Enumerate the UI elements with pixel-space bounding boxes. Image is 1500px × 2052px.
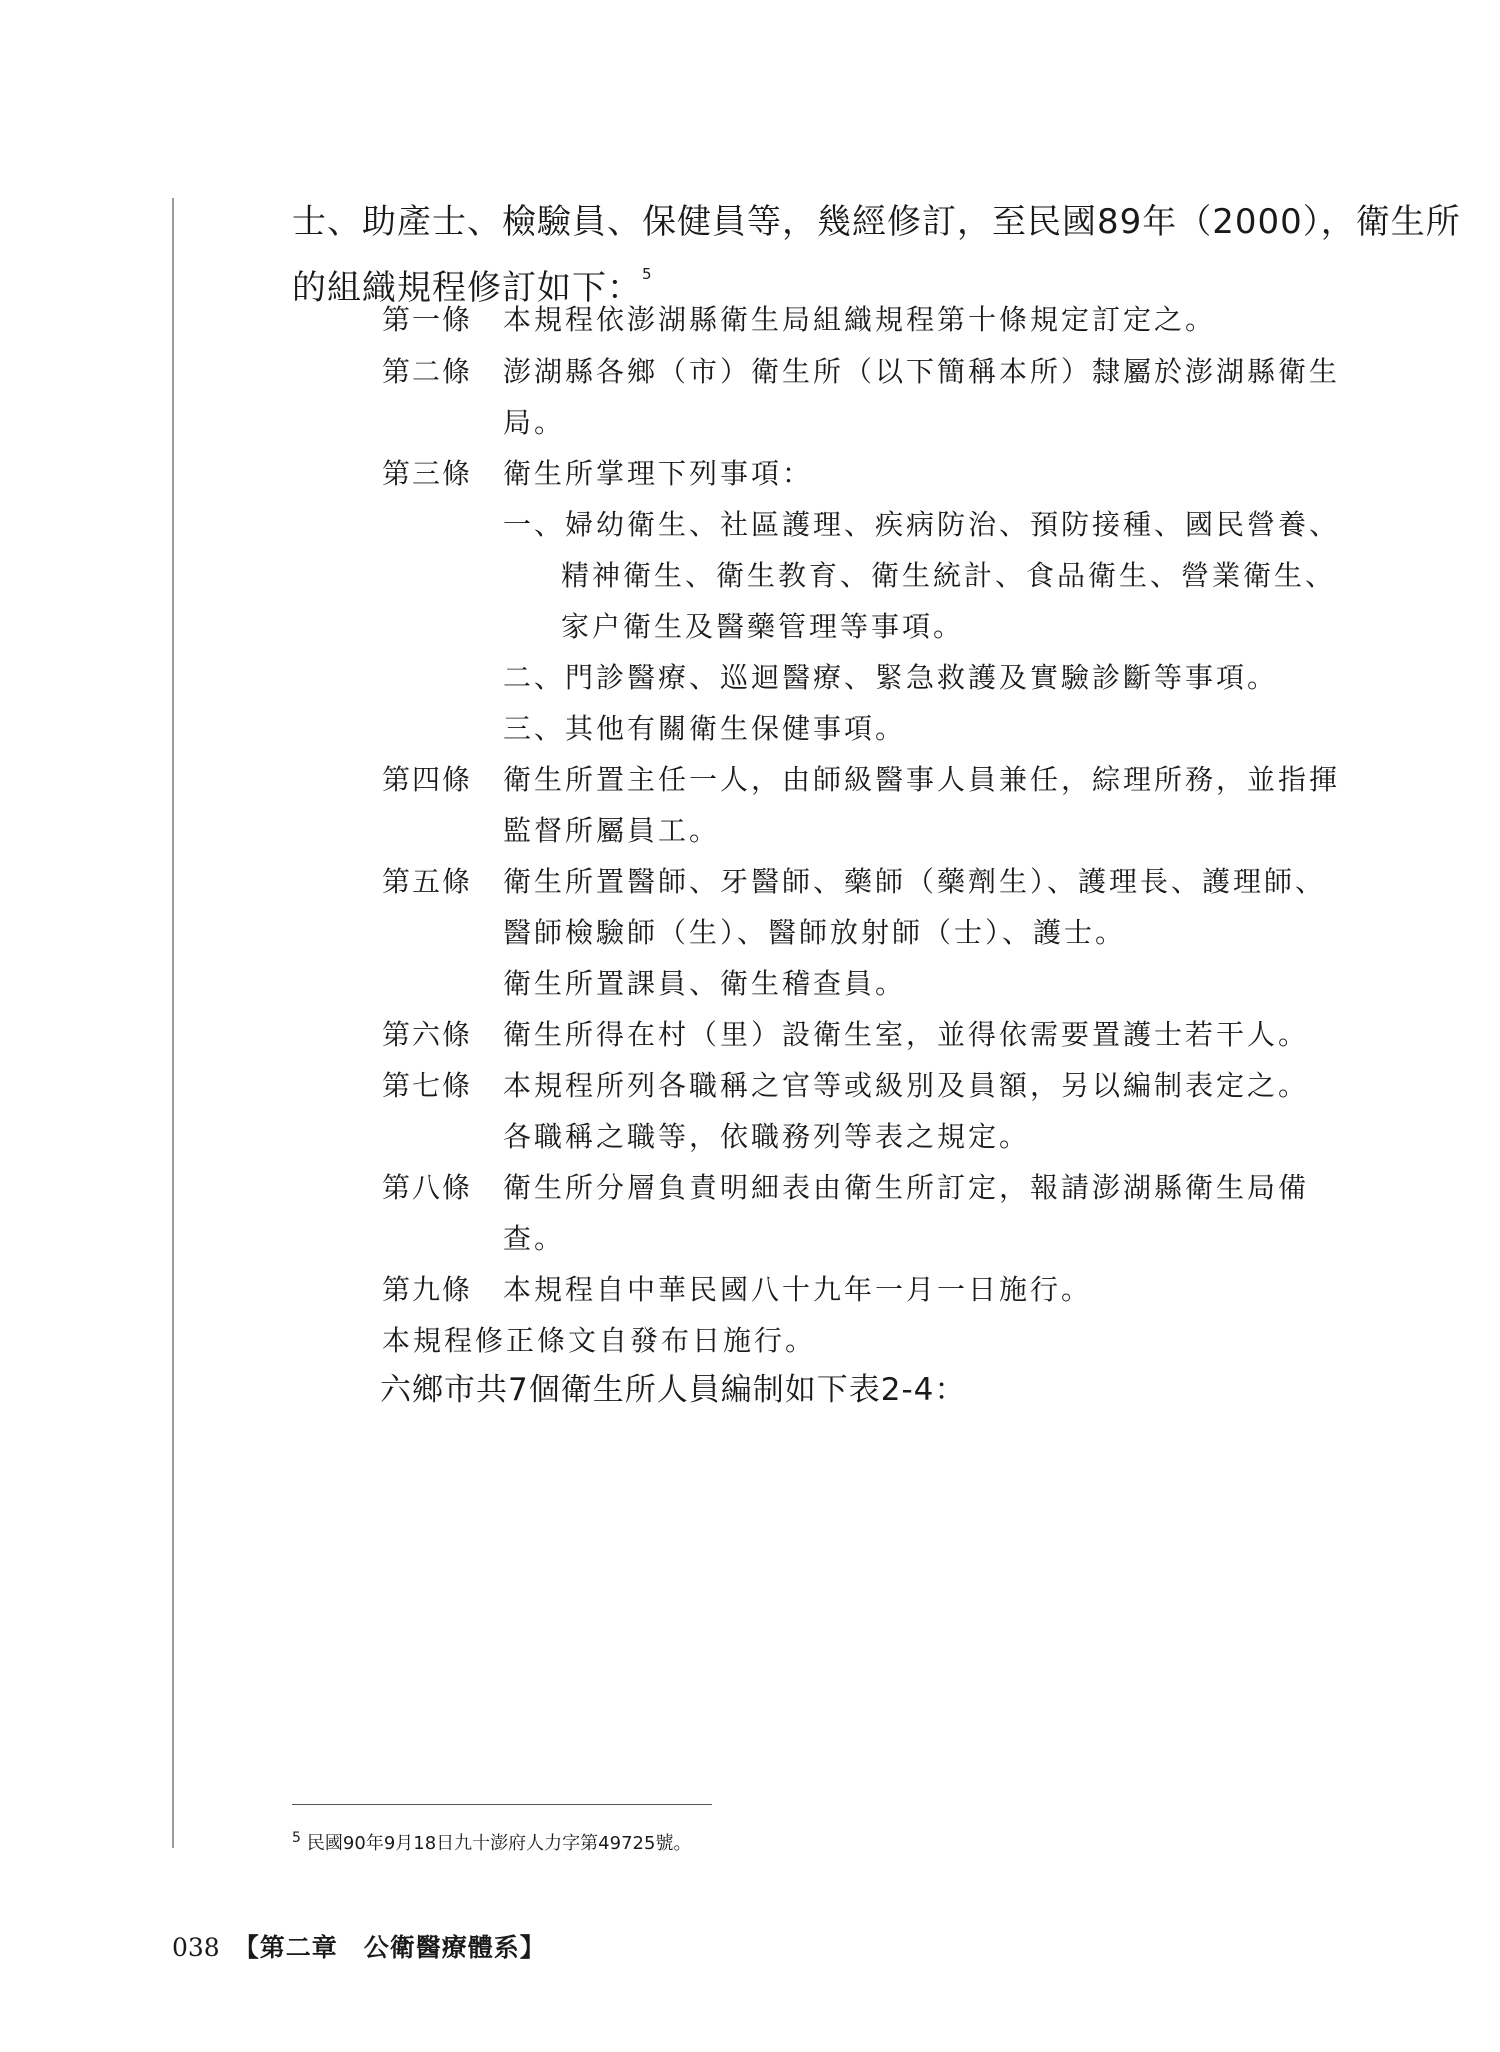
intro-text-1: 士、助產士、檢驗員、保健員等，幾經修訂，至民國89年（2000），衛生所 [292,202,1461,242]
amendment-note: 本規程修正條文自發布日施行。 [382,1324,817,1357]
article-1-label: 第一條 [382,303,473,336]
article-1-line-1: 本規程依澎湖縣衛生局組織規程第十條規定訂定之。 [503,303,1217,336]
article-2-line-1: 澎湖縣各鄉（市）衛生所（以下簡稱本所）隸屬於澎湖縣衛生 [503,355,1341,388]
article-3-line-1: 衛生所掌理下列事項： [503,457,814,490]
article-5-line-2: 醫師檢驗師（生）、醫師放射師（士）、護士。 [503,916,1127,949]
page-footer [172,1930,546,1966]
article-7-line-1: 本規程所列各職稱之官等或級別及員額，另以編制表定之。 [503,1069,1310,1102]
article-9-line-1: 本規程自中華民國八十九年一月一日施行。 [503,1273,1093,1306]
chapter-title: 【第二章 公衛醫療體系】 [233,1933,546,1962]
footnote-text: 民國90年9月18日九十澎府人力字第49725號。 [306,1833,692,1854]
article-4-line-2: 監督所屬員工。 [503,814,721,847]
footnote-number: 5 [292,1830,301,1846]
article-4-label: 第四條 [382,763,473,796]
article-3-label: 第三條 [382,457,473,490]
article-3-item-1-line-3: 家户衛生及醫藥管理等事項。 [561,610,965,643]
article-8-label: 第八條 [382,1171,473,1204]
article-3-item-2: 二、門診醫療、巡迴醫療、緊急救護及實驗診斷等事項。 [503,661,1279,694]
article-9-label: 第九條 [382,1273,473,1306]
article-6-label: 第六條 [382,1018,473,1051]
page-number: 038 [172,1933,220,1962]
intro-text-2: 的組織規程修訂如下： [292,268,642,308]
article-5-label: 第五條 [382,865,473,898]
footnote [292,1825,691,1857]
margin-rule [172,198,174,1848]
closing-paragraph: 六鄉市共7個衛生所人員編制如下表2-4： [380,1372,967,1408]
article-6-line-1: 衛生所得在村（里）設衛生室，並得依需要置護士若干人。 [503,1018,1310,1051]
article-5-line-3: 衛生所置課員、衛生稽查員。 [503,967,907,1000]
article-8-line-1: 衛生所分層負責明細表由衛生所訂定，報請澎湖縣衛生局備 [503,1171,1310,1204]
intro-line-1 [292,197,1461,247]
footnote-rule [292,1804,712,1805]
article-3-item-3: 三、其他有關衛生保健事項。 [503,712,907,745]
footnote-ref: 5 [642,265,652,283]
article-2-label: 第二條 [382,355,473,388]
article-3-item-1-line-1: 一、婦幼衛生、社區護理、疾病防治、預防接種、國民營養、 [503,508,1341,541]
article-8-line-2: 查。 [503,1222,566,1255]
article-7-label: 第七條 [382,1069,473,1102]
article-3-item-1-line-2: 精神衛生、衛生教育、衛生統計、食品衛生、營業衛生、 [561,559,1337,592]
article-2-line-2: 局。 [503,406,566,439]
article-7-line-2: 各職稱之職等，依職務列等表之規定。 [503,1120,1031,1153]
article-5-line-1: 衛生所置醫師、牙醫師、藥師（藥劑生）、護理長、護理師、 [503,865,1327,898]
article-4-line-1: 衛生所置主任一人，由師級醫事人員兼任，綜理所務，並指揮 [503,763,1341,796]
